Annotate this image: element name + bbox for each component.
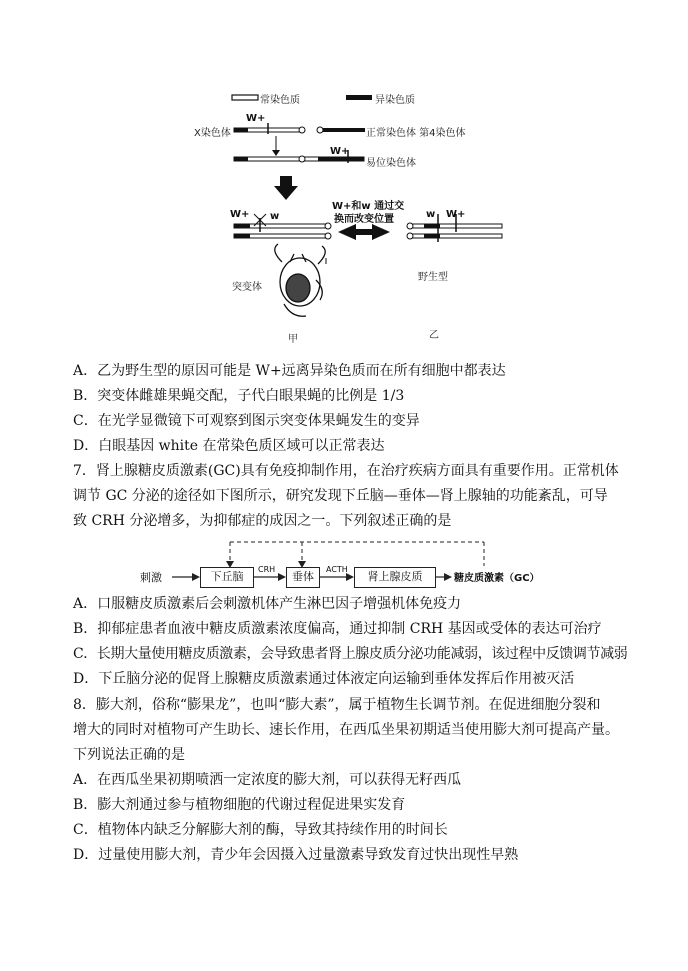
q8-option-b: B．膨大剂通过参与植物细胞的代谢过程促进果实发育 [73,797,406,813]
q7-stem-line-3: 致 CRH 分泌增多，为抑郁症的成因之一。下列叙述正确的是 [73,513,452,529]
label-w-plus-2: W+ [330,146,350,157]
legend-heterochromatin-label: 异染色质 [375,95,415,106]
x-chromosome [234,123,305,134]
label-exchange-1: W+和w 通过交 [332,201,405,212]
label-mutant: 突变体 [232,282,262,293]
q6-option-a: A．乙为野生型的原因可能是 W+远离异染色质而在所有细胞中都表达 [73,363,506,379]
flow-crh-label: CRH [258,565,276,574]
q7-option-d: D．下丘脑分泌的促肾上腺糖皮质激素通过体液定向运输到垂体发挥后作用被灭活 [73,671,575,687]
label-x-chromosome: X染色体 [194,128,231,139]
q8-stem-line-1: 8．膨大剂，俗称“膨果龙”，也叫“膨大素”，属于植物生长调节剂。在促进细胞分裂和 [73,697,601,713]
q6-option-b: B．突变体雌雄果蝇交配，子代白眼果蝇的比例是 1/3 [73,388,405,404]
label-w-2: w [426,209,436,220]
label-w-plus-3: W+ [230,209,250,220]
q7-option-b: B．抑郁症患者血液中糖皮质激素浓度偏高，通过抑制 CRH 基因或受体的表达可治疗 [73,621,602,637]
q6-option-c: C．在光学显微镜下可观察到图示突变体果蝇发生的变异 [73,413,420,429]
legend-heterochromatin-swatch [346,95,372,100]
flow-adrenal-cortex-box: 肾上腺皮质 [354,567,436,588]
flow-pituitary-box: 垂体 [286,567,320,588]
down-arrow-icon [274,176,298,200]
label-translocated: 易位染色体 [366,158,416,169]
flow-hypothalamus-box: 下丘脑 [200,567,254,588]
exchange-arrow-icon [338,224,390,240]
label-jia: 甲 [288,334,298,345]
q8-stem-line-3: 下列说法正确的是 [73,747,185,763]
q7-option-c: C．长期大量使用糖皮质激素，会导致患者肾上腺皮质分泌功能减弱，该过程中反馈调节减弱 [73,646,628,662]
fly-illustration [275,244,325,316]
q8-option-a: A．在西瓜坐果初期喷洒一定浓度的膨大剂，可以获得无籽西瓜 [73,772,462,788]
label-normal-chromosome: 正常染色体 第4染色体 [366,128,466,139]
q7-stem-line-2: 调节 GC 分泌的途径如下图所示，研究发现下丘脑—垂体—肾上腺轴的功能紊乱，可导 [73,488,608,504]
flow-acth-label: ACTH [326,565,348,574]
legend-euchromatin-label: 常染色质 [260,95,300,106]
q6-option-d: D．白眼基因 white 在常染色质区域可以正常表达 [73,438,385,454]
q8-option-c: C．植物体内缺乏分解膨大剂的酶，导致其持续作用的时间长 [73,822,448,838]
label-w-plus-1: W+ [246,113,266,124]
q7-stem-line-1: 7．肾上腺糖皮质激素(GC)具有免疫抑制作用，在治疗疾病方面具有重要作用。正常机体 [73,463,619,479]
legend-euchromatin-swatch [232,95,258,100]
label-w-plus-4: W+ [446,209,466,220]
label-w-1: w [270,211,280,222]
label-exchange-2: 换而改变位置 [334,214,394,225]
flow-gc: 糖皮质激素（GC） [454,573,540,584]
q8-stem-line-2: 增大的同时对植物可产生助长、速长作用，在西瓜坐果初期适当使用膨大剂可提高产量。 [73,722,619,738]
label-wild-type: 野生型 [418,272,448,283]
chromosome-4 [317,127,365,133]
label-yi: 乙 [429,330,439,341]
q8-option-d: D．过量使用膨大剂，青少年会因摄入过量激素导致发育过快出现性早熟 [73,847,519,863]
q7-option-a: A．口服糖皮质激素后会刺激机体产生淋巴因子增强机体免疫力 [73,596,462,612]
chromosome-diagram [0,0,688,350]
flow-stimulus: 刺激 [140,571,162,584]
